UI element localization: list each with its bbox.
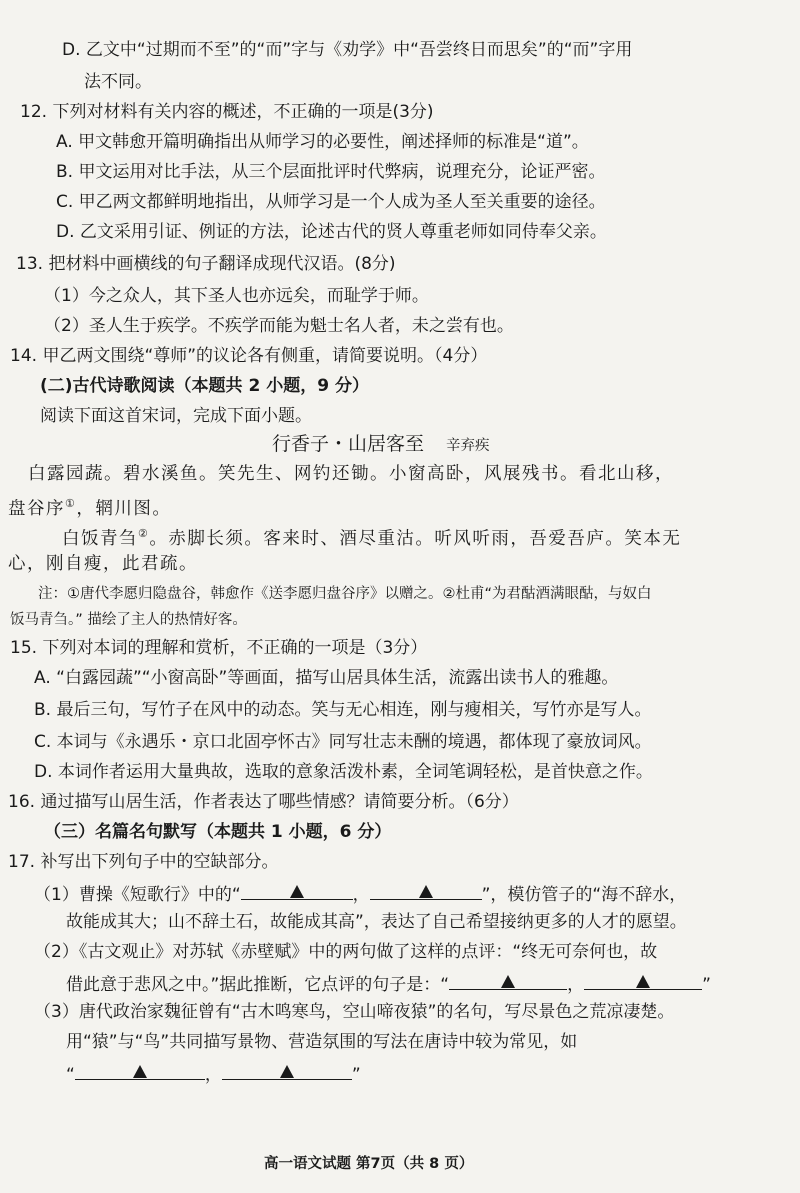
q12-stem: 12. 下列对材料有关内容的概述，不正确的一项是(3分) <box>20 102 434 122</box>
q17-part2-prefix: 借此意于悲风之中。”据此推断，它点评的句子是：“ <box>66 975 450 995</box>
q15-option-c: C. 本词与《永遇乐・京口北固亭怀古》同写壮志未酬的境遇，都体现了豪放词风。 <box>34 732 652 752</box>
answer-blank[interactable] <box>75 1060 205 1080</box>
q17-part3-line2: 用“猿”与“鸟”共同描写景物、营造氛围的写法在唐诗中较为常见，如 <box>66 1032 578 1052</box>
poem-line-4: 心，刚自瘦，此君疏。 <box>8 554 198 574</box>
triangle-icon <box>501 975 515 988</box>
poem-title: 行香子・山居客至 <box>272 433 425 455</box>
triangle-icon <box>133 1065 147 1078</box>
answer-blank[interactable] <box>370 880 482 900</box>
footnote-mark-2: ② <box>138 527 150 540</box>
section2-heading: (二)古代诗歌阅读（本题共 2 小题，9 分） <box>40 376 369 396</box>
triangle-icon <box>419 885 433 898</box>
q11-option-d-line2: 法不同。 <box>84 72 152 92</box>
q17-part1-line1 <box>34 880 686 907</box>
q11-option-d-line1: D. 乙文中“过期而不至”的“而”字与《劝学》中“吾尝终日而思矣”的“而”字用 <box>62 40 633 60</box>
q13-sentence-2: （2）圣人生于疾学。不疾学而能为魁士名人者，未之尝有也。 <box>44 316 514 336</box>
q17-part2-end: ” <box>702 975 711 995</box>
q14-stem: 14. 甲乙两文围绕“尊师”的议论各有侧重，请简要说明。（4分） <box>10 346 488 366</box>
q12-option-d: D. 乙文采用引证、例证的方法，论述古代的贤人尊重老师如同侍奉父亲。 <box>56 222 607 242</box>
poem-line-2-text: 盘谷序 <box>8 498 65 519</box>
q17-part1-suffix: ”，模仿管子的“海不辞水， <box>481 885 687 905</box>
triangle-icon <box>636 975 650 988</box>
q17-part3-line1: （3）唐代政治家魏征曾有“古木鸣寒鸟，空山啼夜猿”的名句，写尽景色之荒凉凄楚。 <box>34 1002 675 1022</box>
answer-blank[interactable] <box>241 880 353 900</box>
q12-option-c: C. 甲乙两文都鲜明地指出，从师学习是一个人成为圣人至关重要的途径。 <box>56 192 606 212</box>
q17-part3-end: ” <box>351 1065 361 1085</box>
q15-option-d: D. 本词作者运用大量典故，选取的意象活泼朴素，全词笔调轻松，是首快意之作。 <box>34 762 653 782</box>
section3-heading: （三）名篇名句默写（本题共 1 小题，6 分） <box>44 822 392 842</box>
poem-author: 辛弃疾 <box>446 438 490 454</box>
q17-stem: 17. 补写出下列句子中的空缺部分。 <box>8 852 279 872</box>
poem-line-3-text: 白饭青刍 <box>62 528 138 549</box>
q17-part2-line1: （2）《古文观止》对苏轼《赤壁赋》中的两句做了这样的点评：“终无可奈何也，故 <box>34 942 658 962</box>
q12-option-b: B. 甲文运用对比手法，从三个层面批评时代弊病，说理充分，论证严密。 <box>56 162 606 182</box>
poem-line-3 <box>62 522 681 551</box>
poem-line-1: 白露园蔬。碧水溪鱼。笑先生、网钓还锄。小窗高卧，风展残书。看北山移， <box>28 464 674 484</box>
poem-line-2 <box>8 492 171 521</box>
q17-part3-line3 <box>66 1060 361 1087</box>
q13-sentence-1: （1）今之众人，其下圣人也亦远矣，而耻学于师。 <box>44 286 429 306</box>
poem-line-2-rest: ，辋川图。 <box>76 498 172 519</box>
q15-option-a: A. “白露园蔬”“小窗高卧”等画面，描写山居具体生活，流露出读书人的雅趣。 <box>34 668 619 688</box>
q17-part1-prefix: （1）曹操《短歌行》中的“ <box>34 885 241 905</box>
footnote-mark-1: ① <box>65 497 77 510</box>
q13-stem: 13. 把材料中画横线的句子翻译成现代汉语。(8分) <box>16 254 396 274</box>
section2-intro: 阅读下面这首宋词，完成下面小题。 <box>40 406 312 426</box>
q16-stem: 16. 通过描写山居生活，作者表达了哪些情感？请简要分析。（6分） <box>8 792 519 812</box>
q15-stem: 15. 下列对本词的理解和赏析，不正确的一项是（3分） <box>10 638 428 658</box>
q17-part1-sep: ， <box>352 885 370 905</box>
triangle-icon <box>280 1065 294 1078</box>
poem-note-line-1: 注：①唐代李愿归隐盘谷，韩愈作《送李愿归盘谷序》以赠之。②杜甫“为君酤酒满眼酤，与奴白 <box>38 586 652 602</box>
q12-option-a: A. 甲文韩愈开篇明确指出从师学习的必要性，阐述择师的标准是“道”。 <box>56 132 589 152</box>
answer-blank[interactable] <box>584 970 702 990</box>
q15-option-b: B. 最后三句，写竹子在风中的动态。笑与无心相连，刚与瘦相关，写竹亦是写人。 <box>34 700 652 720</box>
q17-part3-sep: ， <box>204 1065 222 1085</box>
q17-part2-line2 <box>66 970 711 997</box>
triangle-icon <box>290 885 304 898</box>
poem-title-line <box>272 432 490 458</box>
answer-blank[interactable] <box>222 1060 352 1080</box>
q17-part1-line2: 故能成其大；山不辞土石，故能成其高”，表达了自己希望接纳更多的人才的愿望。 <box>66 912 687 932</box>
poem-line-3-rest: 。赤脚长须。客来时、酒尽重沽。听风听雨，吾爱吾庐。笑本无 <box>149 528 682 549</box>
answer-blank[interactable] <box>449 970 567 990</box>
q17-part2-sep: ， <box>567 975 585 995</box>
q17-part3-open: “ <box>66 1065 75 1085</box>
page-footer: 高一语文试题 第7页（共 8 页） <box>264 1156 474 1172</box>
poem-note-line-2: 饭马青刍。” 描绘了主人的热情好客。 <box>10 612 247 628</box>
